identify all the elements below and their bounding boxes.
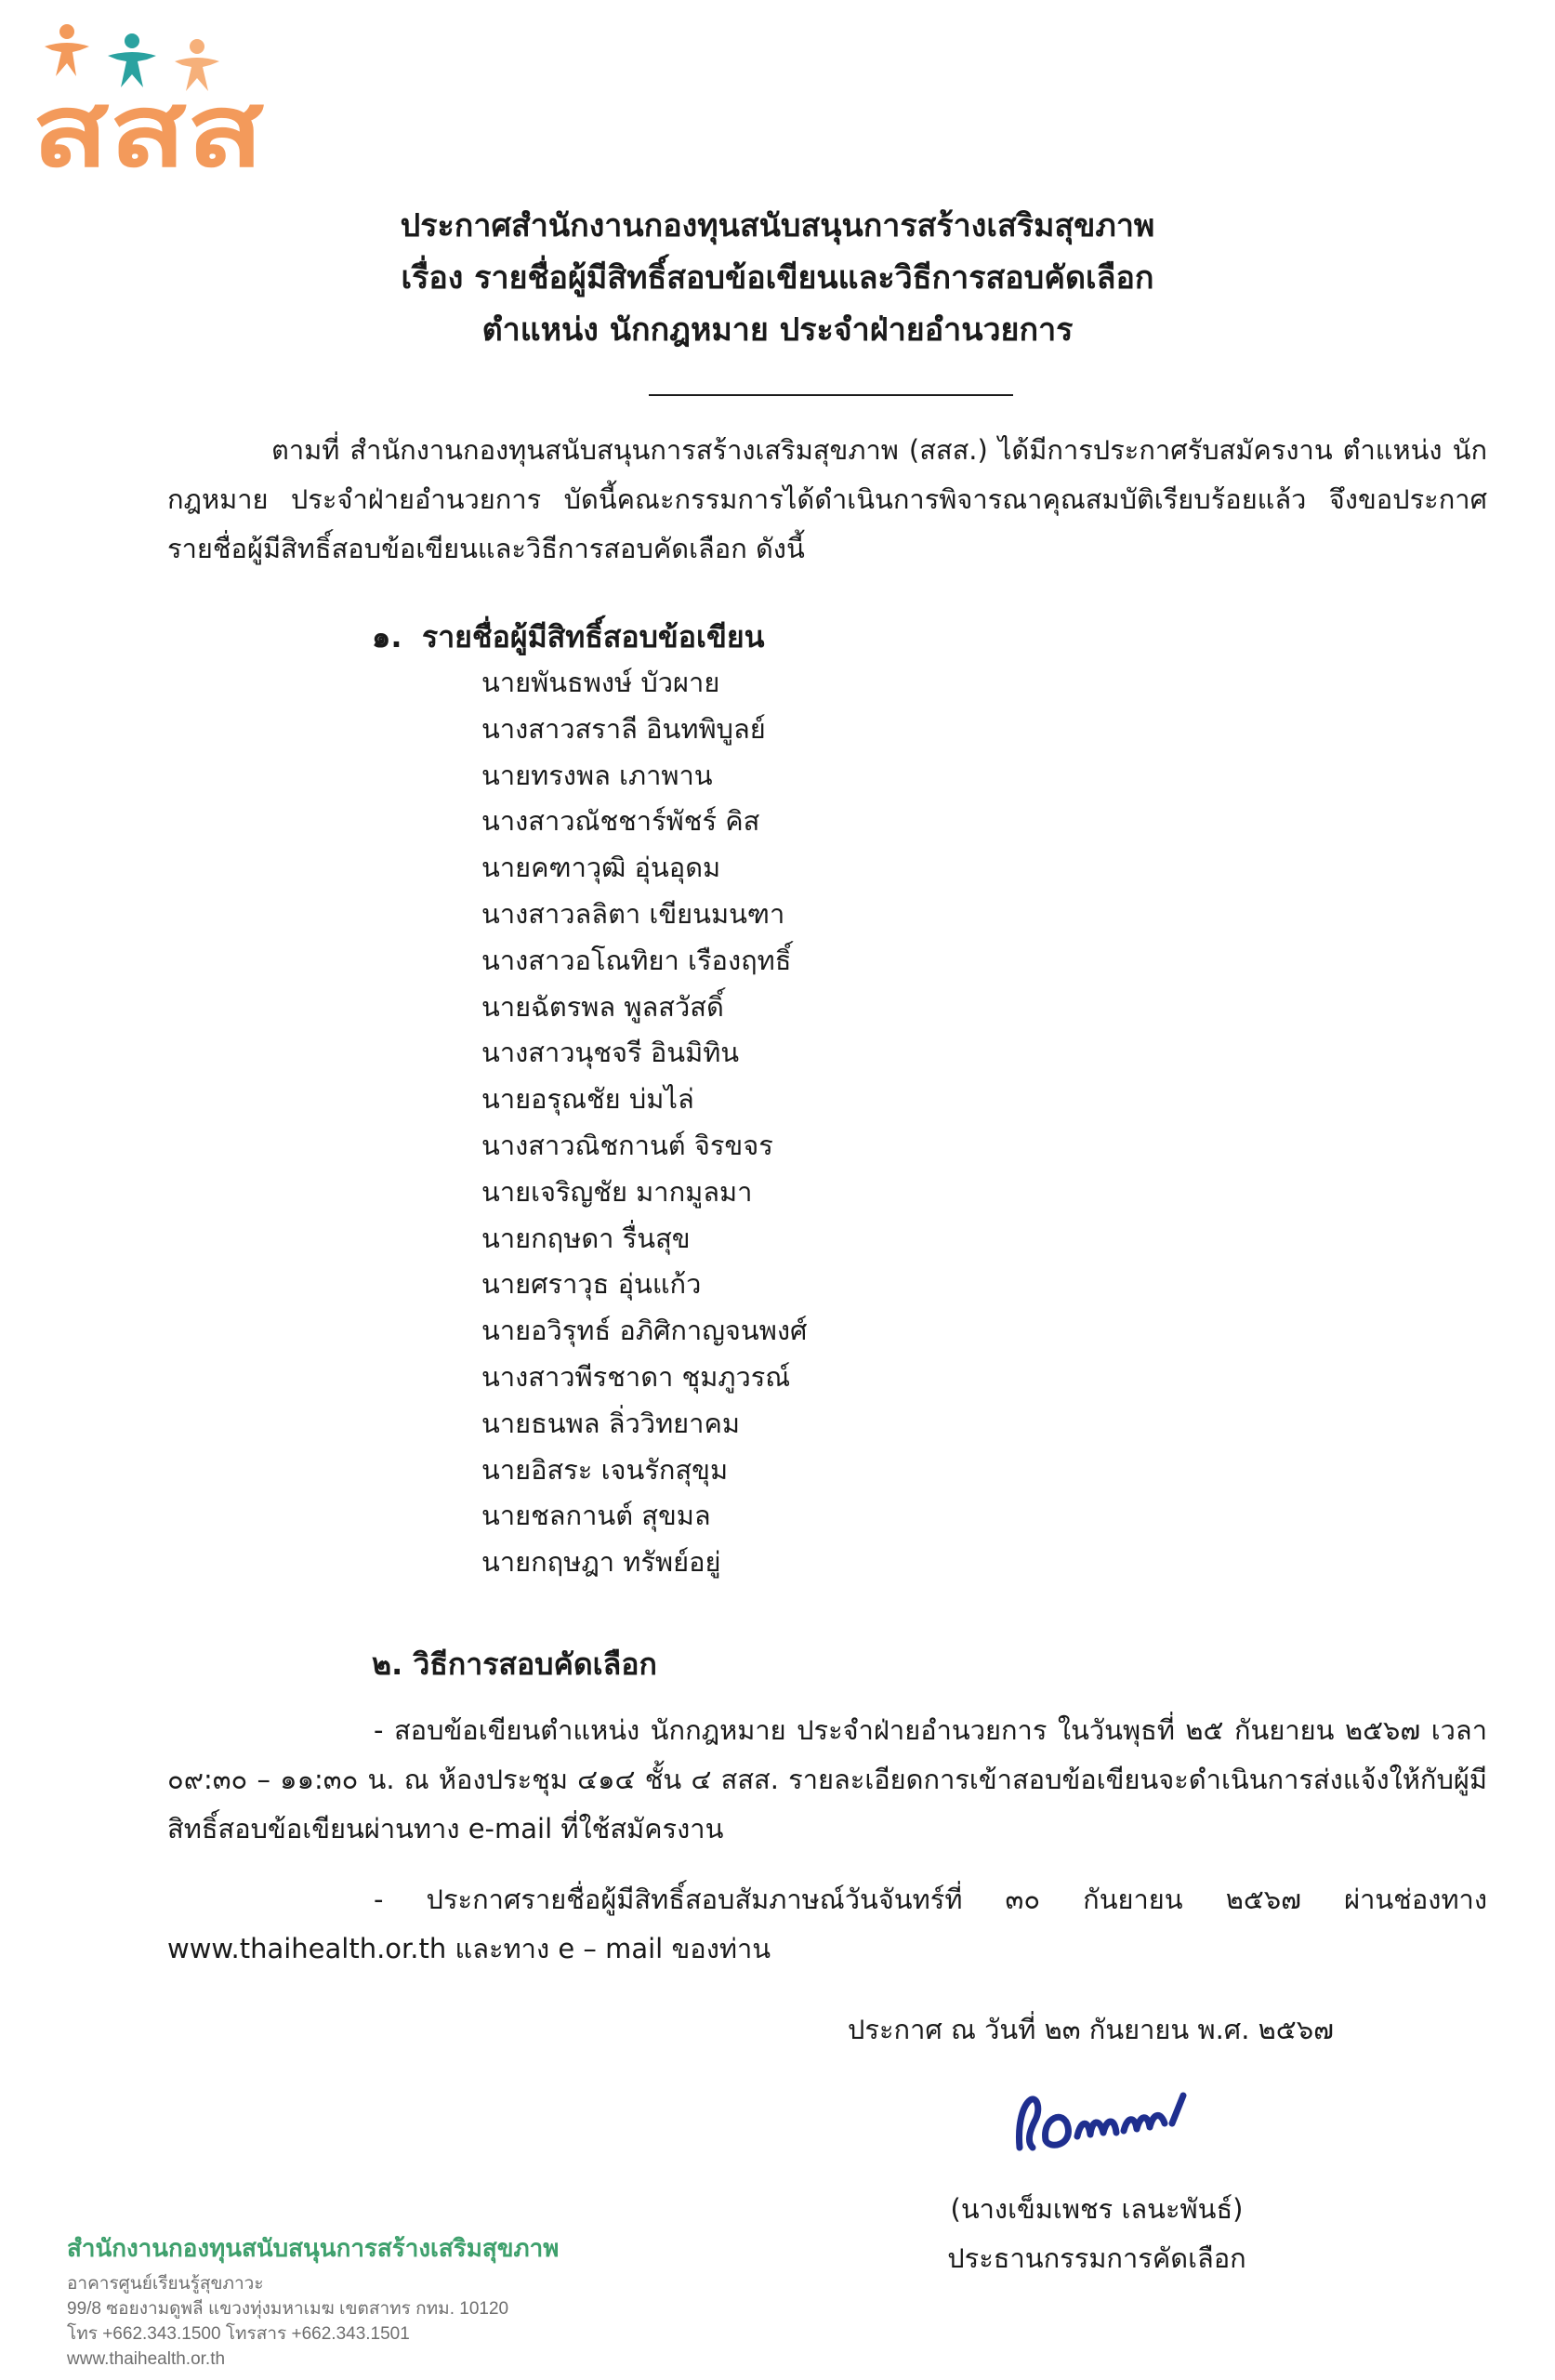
footer-website[interactable]: www.thaihealth.or.th xyxy=(67,2349,226,2369)
list-item: นายธนพล ลิ่ววิทยาคม xyxy=(481,1407,740,1439)
list-item: นางสาวพีรชาดา ชุมภูวรณ์ xyxy=(481,1360,791,1393)
list-item: นางสาวสราลี อินทพิบูลย์ xyxy=(481,712,766,745)
section-1-number: ๑. xyxy=(372,619,402,654)
list-item: นางสาวณัชชาร์พัชร์ คิส xyxy=(481,805,760,838)
list-item: นายอวิรุทธ์ อภิศิกาญจนพงศ์ xyxy=(481,1315,808,1347)
exam-schedule-text: - สอบข้อเขียนตำแหน่ง นักกฎหมาย ประจำฝ่ายอำนวยการ ในวันพุธที่ ๒๕ กันยายน ๒๕๖๗ เวลา ๐๙:๓๐ – ๑๑:๓๐ น. ณ ห้องประชุม ๔๑๔ ชั้น ๔ สสส. รายละเอียดการเข้าสอบข้อเขียนจะดำเนินการส่งแจ้งให้กับผู้มีสิทธิ์สอบข้อเขียนผ่านทาง e-mail ที่ใช้สมัครงาน xyxy=(167,1714,1487,1844)
signature-image xyxy=(1008,2081,1194,2164)
section-1-label: รายชื่อผู้มีสิทธิ์สอบข้อเขียน xyxy=(422,619,765,654)
list-item: นางสาวนุชจรี อินมิทิน xyxy=(481,1037,740,1069)
logo-text: สสส xyxy=(32,73,265,177)
list-item: นายศราวุธ อุ่นแก้ว xyxy=(481,1268,702,1301)
list-item: นางสาวลลิตา เขียนมนฑา xyxy=(481,897,785,930)
list-item: นายฉัตรพล พูลสวัสดิ์ xyxy=(481,990,724,1023)
footer-contact xyxy=(67,2229,559,2372)
eligible-names-list xyxy=(481,660,807,1586)
intro-text: ตามที่ สำนักงานกองทุนสนับสนุนการสร้างเสริมสุขภาพ (สสส.) ได้มีการประกาศรับสมัครงาน ตำแหน่ง นักกฎหมาย ประจำฝ่ายอำนวยการ บัดนี้คณะกรรมการได้ดำเนินการพิจารณาคุณสมบัติเรียบร้อยแล้ว จึงขอประกาศรายชื่อผู้มีสิทธิ์สอบข้อเขียนและวิธีการสอบคัดเลือก ดังนี้ xyxy=(167,434,1487,564)
list-item: นายพันธพงษ์ บัวผาย xyxy=(481,667,720,698)
footer-building: อาคารศูนย์เรียนรู้สุขภาวะ xyxy=(67,2274,264,2294)
section-2-title: ๒. วิธีการสอบคัดเลือก xyxy=(372,1646,657,1682)
footer-phone: โทร +662.343.1500 โทรสาร +662.343.1501 xyxy=(67,2324,410,2344)
footer-address: 99/8 ซอยงามดูพลี แขวงทุ่งมหาเมฆ เขตสาทร กทม. 10120 xyxy=(67,2299,509,2319)
list-item: นายชลกานต์ สุขมล xyxy=(481,1500,711,1532)
list-item: นายทรงพล เภาพาน xyxy=(481,759,713,791)
list-item: นายอิสระ เจนรักสุขุม xyxy=(481,1453,729,1486)
announcement-heading xyxy=(0,200,1555,356)
intro-paragraph xyxy=(167,426,1487,574)
signer-name: (นางเข็มเพชร เลนะพันธ์) xyxy=(950,2193,1244,2225)
heading-subject: เรื่อง รายชื่อผู้มีสิทธิ์สอบข้อเขียนและวิธีการสอบคัดเลือก xyxy=(401,259,1154,297)
signer-position: ประธานกรรมการคัดเลือก xyxy=(947,2242,1246,2274)
heading-divider xyxy=(649,394,1013,396)
list-item: นายกฤษฎา ทรัพย์อยู่ xyxy=(481,1546,721,1579)
thaihealth-logo xyxy=(28,19,270,177)
section-1-title xyxy=(372,614,764,661)
heading-line-1: ประกาศสำนักงานกองทุนสนับสนุนการสร้างเสริมสุขภาพ xyxy=(400,207,1155,245)
interview-announcement-paragraph xyxy=(167,1875,1487,1974)
exam-schedule-paragraph xyxy=(167,1706,1487,1854)
heading-position: ตำแหน่ง นักกฎหมาย ประจำฝ่ายอำนวยการ xyxy=(481,311,1074,349)
signer-block xyxy=(874,2185,1320,2283)
announcement-date: ประกาศ ณ วันที่ ๒๓ กันยายน พ.ศ. ๒๕๖๗ xyxy=(848,2014,1334,2045)
list-item: นางสาวณิชกานต์ จิรขจร xyxy=(481,1129,773,1161)
list-item: นางสาวอโณทิยา เรืองฤทธิ์ xyxy=(481,944,792,976)
list-item: นายอรุณชัย บ่มไล่ xyxy=(481,1083,694,1116)
footer-org-name: สำนักงานกองทุนสนับสนุนการสร้างเสริมสุขภาพ xyxy=(67,2234,560,2262)
interview-announcement-text: - ประกาศรายชื่อผู้มีสิทธิ์สอบสัมภาษณ์วันจันทร์ที่ ๓๐ กันยายน ๒๕๖๗ ผ่านช่องทาง www.thaihealth.or.th และทาง e – mail ของท่าน xyxy=(167,1884,1487,1964)
list-item: นายกฤษดา รื่นสุข xyxy=(481,1222,691,1254)
list-item: นายคฑาวุฒิ อุ่นอุดม xyxy=(481,852,721,884)
list-item: นายเจริญชัย มากมูลมา xyxy=(481,1175,753,1208)
